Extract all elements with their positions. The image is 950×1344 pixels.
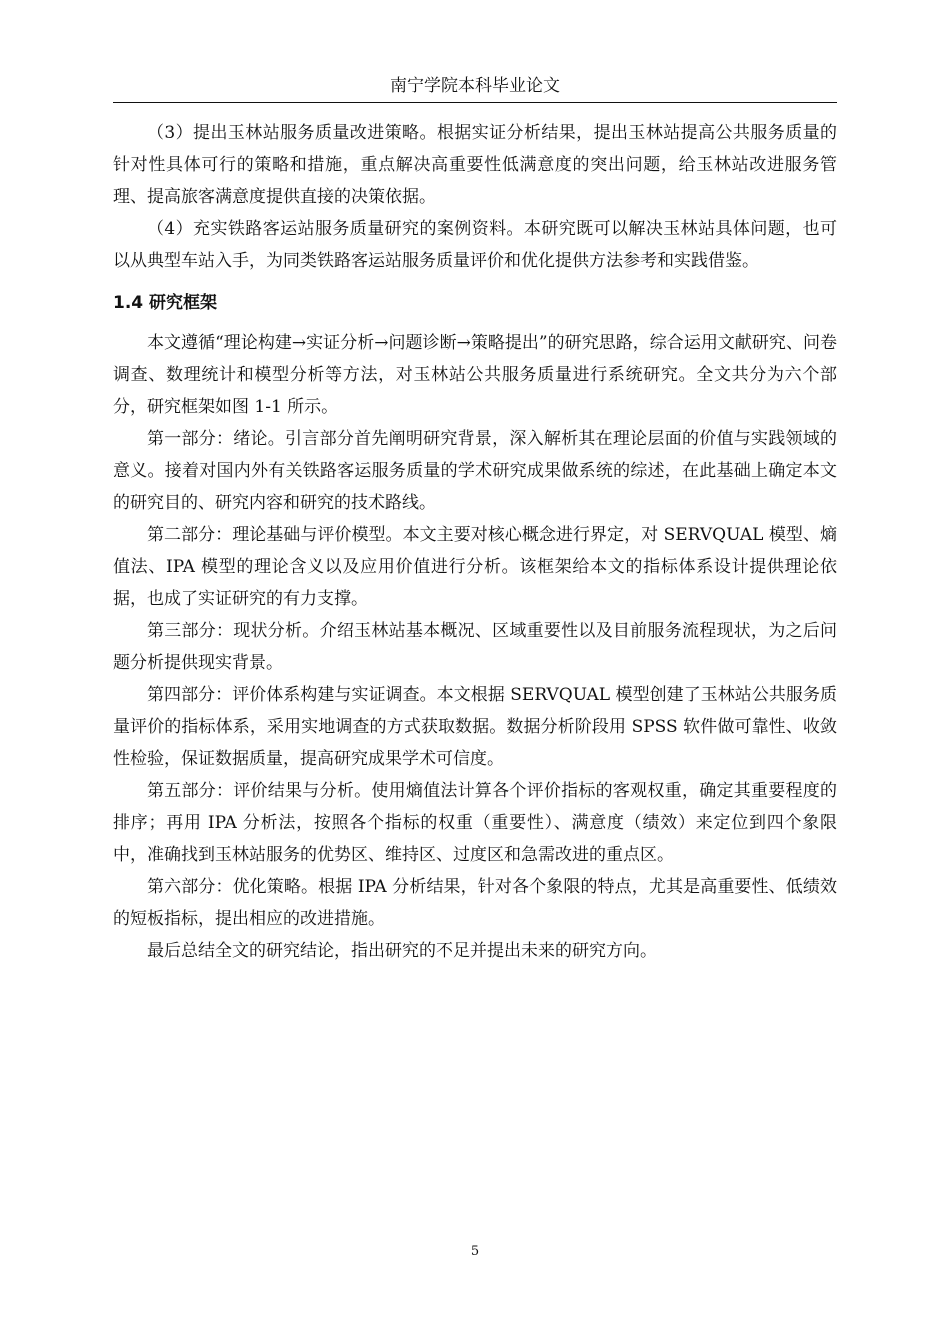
paragraph-part-5: 第五部分：评价结果与分析。使用熵值法计算各个评价指标的客观权重，确定其重要程度的排序；再用 IPA 分析法，按照各个指标的权重（重要性）、满意度（绩效）来定位到四个象限中，准确找到玉林站服务的优势区、维持区、过度区和急需改进的重点区。 <box>113 781 837 865</box>
paragraph-conclusion: 最后总结全文的研究结论，指出研究的不足并提出未来的研究方向。 <box>147 941 657 961</box>
page-number: 5 <box>470 1244 480 1259</box>
paragraph-part-6: 第六部分：优化策略。根据 IPA 分析结果，针对各个象限的特点，尤其是高重要性、低绩效的短板指标，提出相应的改进措施。 <box>113 877 837 929</box>
paragraph-part-4: 第四部分：评价体系构建与实证调查。本文根据 SERVQUAL 模型创建了玉林站公共服务质量评价的指标体系，采用实地调查的方式获取数据。数据分析阶段用 SPSS 软件做可靠性、收敛性检验，保证数据质量，提高研究成果学术可信度。 <box>113 685 837 769</box>
paragraph-goal-3: （3）提出玉林站服务质量改进策略。根据实证分析结果，提出玉林站提高公共服务质量的针对性具体可行的策略和措施，重点解决高重要性低满意度的突出问题，给玉林站改进服务管理、提高旅客满意度提供直接的决策依据。 <box>113 123 837 207</box>
paragraph-part-3: 第三部分：现状分析。介绍玉林站基本概况、区域重要性以及目前服务流程现状，为之后问题分析提供现实背景。 <box>113 621 837 673</box>
page-header <box>113 74 837 103</box>
paragraph-framework-intro: 本文遵循“理论构建→实证分析→问题诊断→策略提出”的研究思路，综合运用文献研究、问卷调查、数理统计和模型分析等方法，对玉林站公共服务质量进行系统研究。全文共分为六个部分，研究框架如图 1-1 所示。 <box>113 333 837 417</box>
paragraph-part-1: 第一部分：绪论。引言部分首先阐明研究背景，深入解析其在理论层面的价值与实践领域的意义。接着对国内外有关铁路客运服务质量的学术研究成果做系统的综述，在此基础上确定本文的研究目的、研究内容和研究的技术路线。 <box>113 429 837 513</box>
paragraph-part-2: 第二部分：理论基础与评价模型。本文主要对核心概念进行界定，对 SERVQUAL 模型、熵值法、IPA 模型的理论含义以及应用价值进行分析。该框架给本文的指标体系设计提供理论依据，也成了实证研究的有力支撑。 <box>113 525 837 609</box>
document-body <box>113 117 837 967</box>
section-heading: 1.4 研究框架 <box>113 293 218 313</box>
header-title: 南宁学院本科毕业论文 <box>390 76 560 96</box>
paragraph-goal-4: （4）充实铁路客运站服务质量研究的案例资料。本研究既可以解决玉林站具体问题，也可以从典型车站入手，为同类铁路客运站服务质量评价和优化提供方法参考和实践借鉴。 <box>113 219 837 271</box>
